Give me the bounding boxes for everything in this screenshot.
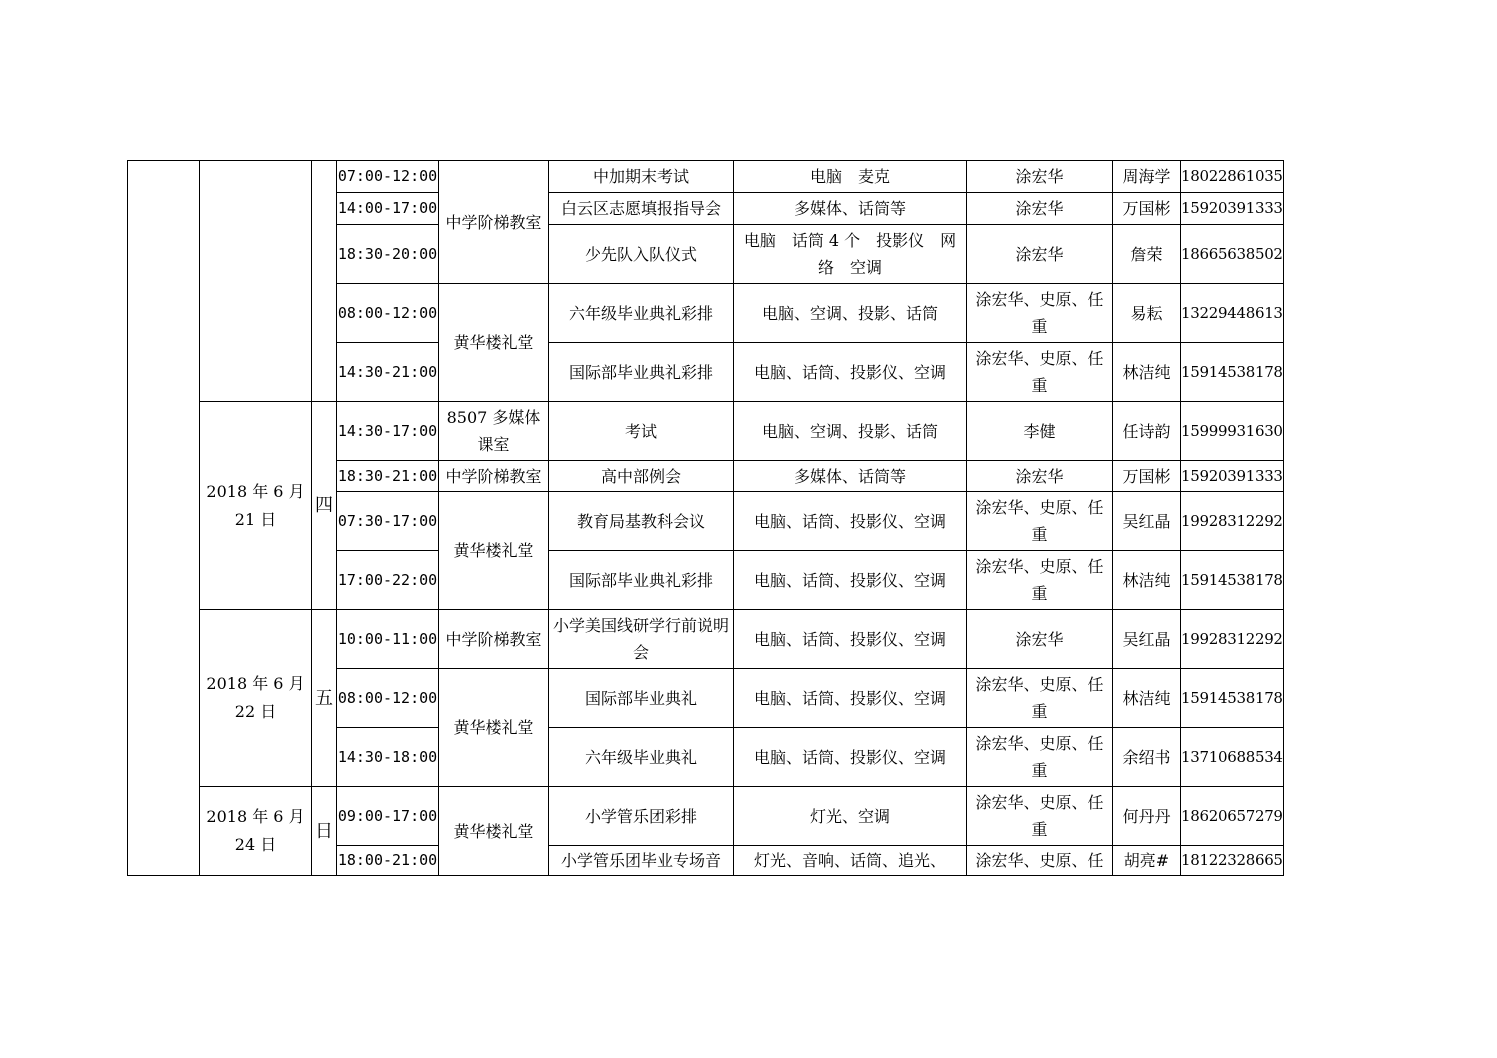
contact-cell: 万国彬 <box>1113 461 1181 492</box>
table-row <box>128 402 1284 461</box>
date-cell: 2018 年 6 月 22 日 <box>200 610 312 787</box>
contact-cell: 胡亮# <box>1113 846 1181 876</box>
time-cell: 07:30-17:00 <box>337 492 439 551</box>
time-cell: 14:30-21:00 <box>337 343 439 402</box>
equipment-cell: 电脑 话筒 4 个 投影仪 网络 空调 <box>734 225 967 284</box>
time-cell: 09:00-17:00 <box>337 787 439 846</box>
event-cell: 中加期末考试 <box>549 161 734 193</box>
equipment-cell: 电脑、空调、投影、话筒 <box>734 402 967 461</box>
date-cell: 2018 年 6 月 21 日 <box>200 402 312 610</box>
contact-cell: 詹荣 <box>1113 225 1181 284</box>
phone-cell: 19928312292 <box>1181 610 1284 669</box>
time-cell: 14:00-17:00 <box>337 193 439 225</box>
staff-cell: 涂宏华 <box>967 225 1113 284</box>
contact-cell: 林洁纯 <box>1113 551 1181 610</box>
time-cell: 14:30-17:00 <box>337 402 439 461</box>
event-cell: 白云区志愿填报指导会 <box>549 193 734 225</box>
table-row <box>128 161 1284 193</box>
staff-cell: 涂宏华 <box>967 193 1113 225</box>
equipment-cell: 电脑、话筒、投影仪、空调 <box>734 728 967 787</box>
phone-cell: 15914538178 <box>1181 343 1284 402</box>
weekday-cell: 五 <box>312 610 337 787</box>
time-cell: 10:00-11:00 <box>337 610 439 669</box>
event-cell: 国际部毕业典礼彩排 <box>549 551 734 610</box>
event-cell: 小学管乐团彩排 <box>549 787 734 846</box>
equipment-cell: 灯光、音响、话筒、追光、 <box>734 846 967 876</box>
equipment-cell: 电脑、空调、投影、话筒 <box>734 284 967 343</box>
table-row <box>128 787 1284 846</box>
equipment-cell: 电脑、话筒、投影仪、空调 <box>734 492 967 551</box>
contact-cell: 林洁纯 <box>1113 669 1181 728</box>
event-cell: 考试 <box>549 402 734 461</box>
staff-cell: 涂宏华、史原、任重 <box>967 551 1113 610</box>
contact-cell: 任诗韵 <box>1113 402 1181 461</box>
weekday-cell: 四 <box>312 402 337 610</box>
equipment-cell: 电脑、话筒、投影仪、空调 <box>734 669 967 728</box>
phone-cell: 19928312292 <box>1181 492 1284 551</box>
equipment-cell: 电脑、话筒、投影仪、空调 <box>734 610 967 669</box>
equipment-cell: 灯光、空调 <box>734 787 967 846</box>
contact-cell: 万国彬 <box>1113 193 1181 225</box>
weekday-cell <box>312 161 337 402</box>
phone-cell: 18665638502 <box>1181 225 1284 284</box>
event-cell: 教育局基教科会议 <box>549 492 734 551</box>
phone-cell: 15999931630 <box>1181 402 1284 461</box>
staff-cell: 涂宏华、史原、任重 <box>967 492 1113 551</box>
date-cell: 2018 年 6 月 24 日 <box>200 787 312 876</box>
time-cell: 17:00-22:00 <box>337 551 439 610</box>
venue-cell: 中学阶梯教室 <box>439 610 549 669</box>
contact-cell: 林洁纯 <box>1113 343 1181 402</box>
time-cell: 18:30-21:00 <box>337 461 439 492</box>
venue-cell: 黄华楼礼堂 <box>439 669 549 787</box>
staff-cell: 涂宏华 <box>967 610 1113 669</box>
staff-cell: 李健 <box>967 402 1113 461</box>
staff-cell: 涂宏华、史原、任重 <box>967 787 1113 846</box>
time-cell: 08:00-12:00 <box>337 284 439 343</box>
contact-cell: 周海学 <box>1113 161 1181 193</box>
contact-cell: 余绍书 <box>1113 728 1181 787</box>
table-row <box>128 610 1284 669</box>
time-cell: 18:00-21:00 <box>337 846 439 876</box>
staff-cell: 涂宏华、史原、任重 <box>967 284 1113 343</box>
staff-cell: 涂宏华、史原、任重 <box>967 343 1113 402</box>
equipment-cell: 电脑、话筒、投影仪、空调 <box>734 551 967 610</box>
equipment-cell: 电脑、话筒、投影仪、空调 <box>734 343 967 402</box>
event-cell: 国际部毕业典礼 <box>549 669 734 728</box>
staff-cell: 涂宏华、史原、任重 <box>967 728 1113 787</box>
phone-cell: 15914538178 <box>1181 551 1284 610</box>
contact-cell: 吴红晶 <box>1113 610 1181 669</box>
schedule-table <box>127 160 1284 876</box>
phone-cell: 13710688534 <box>1181 728 1284 787</box>
phone-cell: 18022861035 <box>1181 161 1284 193</box>
event-cell: 六年级毕业典礼 <box>549 728 734 787</box>
phone-cell: 13229448613 <box>1181 284 1284 343</box>
staff-cell: 涂宏华 <box>967 161 1113 193</box>
phone-cell: 18122328665 <box>1181 846 1284 876</box>
contact-cell: 吴红晶 <box>1113 492 1181 551</box>
venue-cell: 中学阶梯教室 <box>439 461 549 492</box>
time-cell: 14:30-18:00 <box>337 728 439 787</box>
staff-cell: 涂宏华、史原、任重 <box>967 669 1113 728</box>
contact-cell: 何丹丹 <box>1113 787 1181 846</box>
venue-cell: 中学阶梯教室 <box>439 161 549 284</box>
time-cell: 07:00-12:00 <box>337 161 439 193</box>
event-cell: 高中部例会 <box>549 461 734 492</box>
phone-cell: 15920391333 <box>1181 461 1284 492</box>
contact-cell: 易耘 <box>1113 284 1181 343</box>
equipment-cell: 多媒体、话筒等 <box>734 193 967 225</box>
staff-cell: 涂宏华 <box>967 461 1113 492</box>
venue-cell: 黄华楼礼堂 <box>439 787 549 876</box>
time-cell: 08:00-12:00 <box>337 669 439 728</box>
phone-cell: 15914538178 <box>1181 669 1284 728</box>
date-cell <box>200 161 312 402</box>
event-cell: 小学管乐团毕业专场音 <box>549 846 734 876</box>
phone-cell: 15920391333 <box>1181 193 1284 225</box>
time-cell: 18:30-20:00 <box>337 225 439 284</box>
equipment-cell: 多媒体、话筒等 <box>734 461 967 492</box>
venue-cell: 黄华楼礼堂 <box>439 284 549 402</box>
venue-cell: 8507 多媒体课室 <box>439 402 549 461</box>
event-cell: 国际部毕业典礼彩排 <box>549 343 734 402</box>
staff-cell: 涂宏华、史原、任 <box>967 846 1113 876</box>
equipment-cell: 电脑 麦克 <box>734 161 967 193</box>
event-cell: 六年级毕业典礼彩排 <box>549 284 734 343</box>
phone-cell: 18620657279 <box>1181 787 1284 846</box>
weekday-cell: 日 <box>312 787 337 876</box>
venue-cell: 黄华楼礼堂 <box>439 492 549 610</box>
event-cell: 少先队入队仪式 <box>549 225 734 284</box>
event-cell: 小学美国线研学行前说明会 <box>549 610 734 669</box>
blank-left-column <box>128 161 200 876</box>
